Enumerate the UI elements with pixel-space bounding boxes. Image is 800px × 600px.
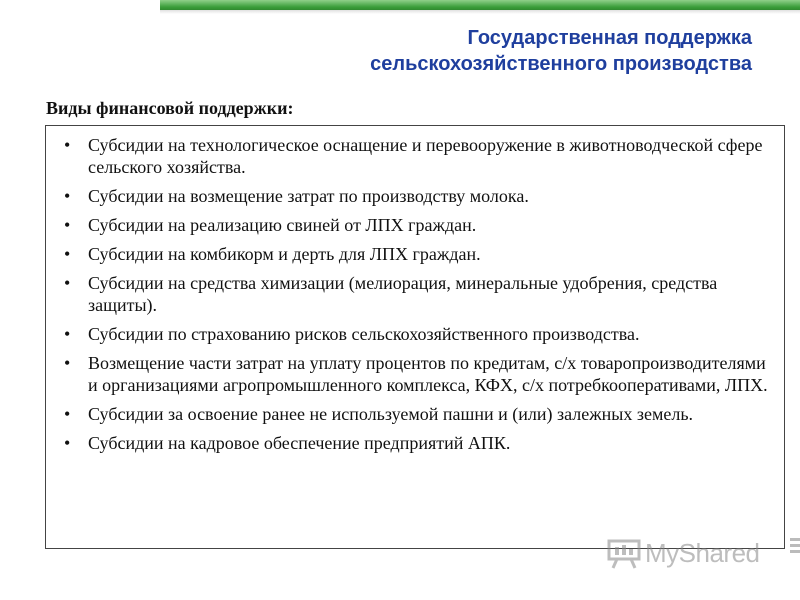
support-list xyxy=(46,126,784,454)
list-item: • Возмещение части затрат на уплату процентов по кредитам, с/х товаропроизводителями и организациями агропромышленного комплекса, КФХ, с/х потребкооперативами, ЛПХ. xyxy=(64,352,776,396)
page-title-line-1: Государственная поддержка xyxy=(467,27,752,49)
page-title xyxy=(370,25,752,77)
presentation-board-icon xyxy=(607,539,641,569)
list-item: • Субсидии на технологическое оснащение и перевооружение в животноводческой сфере сельского хозяйства. xyxy=(64,134,776,178)
page-title-line-2: сельскохозяйственного производства xyxy=(370,53,752,75)
list-item: • Субсидии на возмещение затрат по производству молока. xyxy=(64,185,776,207)
watermark-text: MyShared xyxy=(645,538,760,568)
edge-mark xyxy=(790,538,800,541)
edge-marks xyxy=(790,538,800,558)
support-list-box xyxy=(45,125,785,549)
edge-mark xyxy=(790,544,800,547)
list-item: • Субсидии по страхованию рисков сельскохозяйственного производства. xyxy=(64,323,776,345)
list-item: • Субсидии на реализацию свиней от ЛПХ граждан. xyxy=(64,214,776,236)
edge-mark xyxy=(790,550,800,553)
top-accent-bar xyxy=(160,0,800,10)
top-accent-shadow xyxy=(160,10,800,14)
section-heading: Виды финансовой поддержки: xyxy=(46,98,294,118)
list-item: • Субсидии на комбикорм и дерть для ЛПХ граждан. xyxy=(64,243,776,265)
list-item: • Субсидии за освоение ранее не используемой пашни и (или) залежных земель. xyxy=(64,403,776,425)
list-item: • Субсидии на средства химизации (мелиорация, минеральные удобрения, средства защиты). xyxy=(64,272,776,316)
list-item: • Субсидии на кадровое обеспечение предприятий АПК. xyxy=(64,432,776,454)
watermark xyxy=(607,538,760,569)
